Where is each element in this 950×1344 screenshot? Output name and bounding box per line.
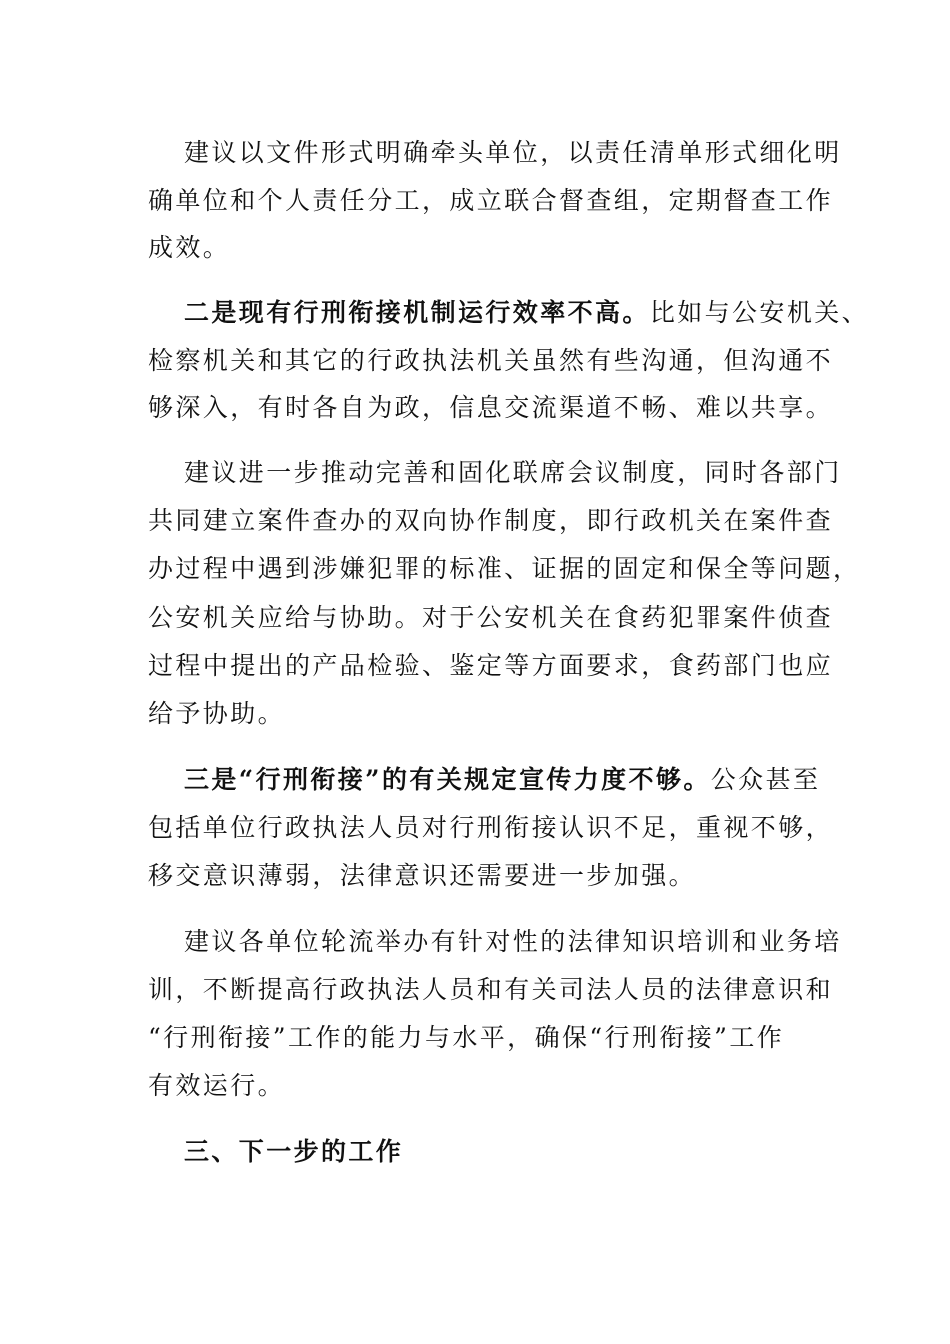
paragraph-line: 公安机关应给与协助。对于公安机关在食药犯罪案件侦查 xyxy=(148,603,834,632)
paragraph-text: 比如与公安机关、 xyxy=(649,298,870,327)
paragraph-line: 办过程中遇到涉嫌犯罪的标准、证据的固定和保全等问题， xyxy=(148,554,861,583)
paragraph-line xyxy=(184,765,820,795)
paragraph-line xyxy=(184,298,869,328)
paragraph-line: 有效运行。 xyxy=(148,1071,286,1100)
paragraph-lead-bold: 三是“行刑衔接”的有关规定宣传力度不够。 xyxy=(184,765,711,794)
paragraph-line: 建议进一步推动完善和固化联席会议制度，同时各部门 xyxy=(184,458,842,487)
paragraph-line: 建议以文件形式明确牵头单位，以责任清单形式细化明 xyxy=(184,138,842,167)
paragraph-line: 确单位和个人责任分工，成立联合督查组，定期督查工作 xyxy=(148,186,834,215)
paragraph-line: 训，不断提高行政执法人员和有关司法人员的法律意识和 xyxy=(148,975,834,1004)
section-heading: 三、下一步的工作 xyxy=(184,1137,404,1166)
paragraph-line: 检察机关和其它的行政执法机关虽然有些沟通，但沟通不 xyxy=(148,346,834,375)
paragraph-line: 成效。 xyxy=(148,233,231,262)
paragraph-line: “行刑衔接”工作的能力与水平，确保“行刑衔接”工作 xyxy=(148,1023,785,1052)
paragraph-line: 共同建立案件查办的双向协作制度，即行政机关在案件查 xyxy=(148,506,834,535)
paragraph-text: 公众甚至 xyxy=(710,765,821,794)
paragraph-line: 给予协助。 xyxy=(148,699,286,728)
paragraph-line: 够深入，有时各自为政，信息交流渠道不畅、难以共享。 xyxy=(148,393,834,422)
paragraph-line: 包括单位行政执法人员对行刑衔接认识不足，重视不够， xyxy=(148,813,834,842)
paragraph-line: 建议各单位轮流举办有针对性的法律知识培训和业务培 xyxy=(184,927,842,956)
paragraph-line: 移交意识薄弱，法律意识还需要进一步加强。 xyxy=(148,861,697,890)
paragraph-lead-bold: 二是现有行刑衔接机制运行效率不高。 xyxy=(184,298,650,327)
paragraph-line: 过程中提出的产品检验、鉴定等方面要求，食药部门也应 xyxy=(148,651,834,680)
